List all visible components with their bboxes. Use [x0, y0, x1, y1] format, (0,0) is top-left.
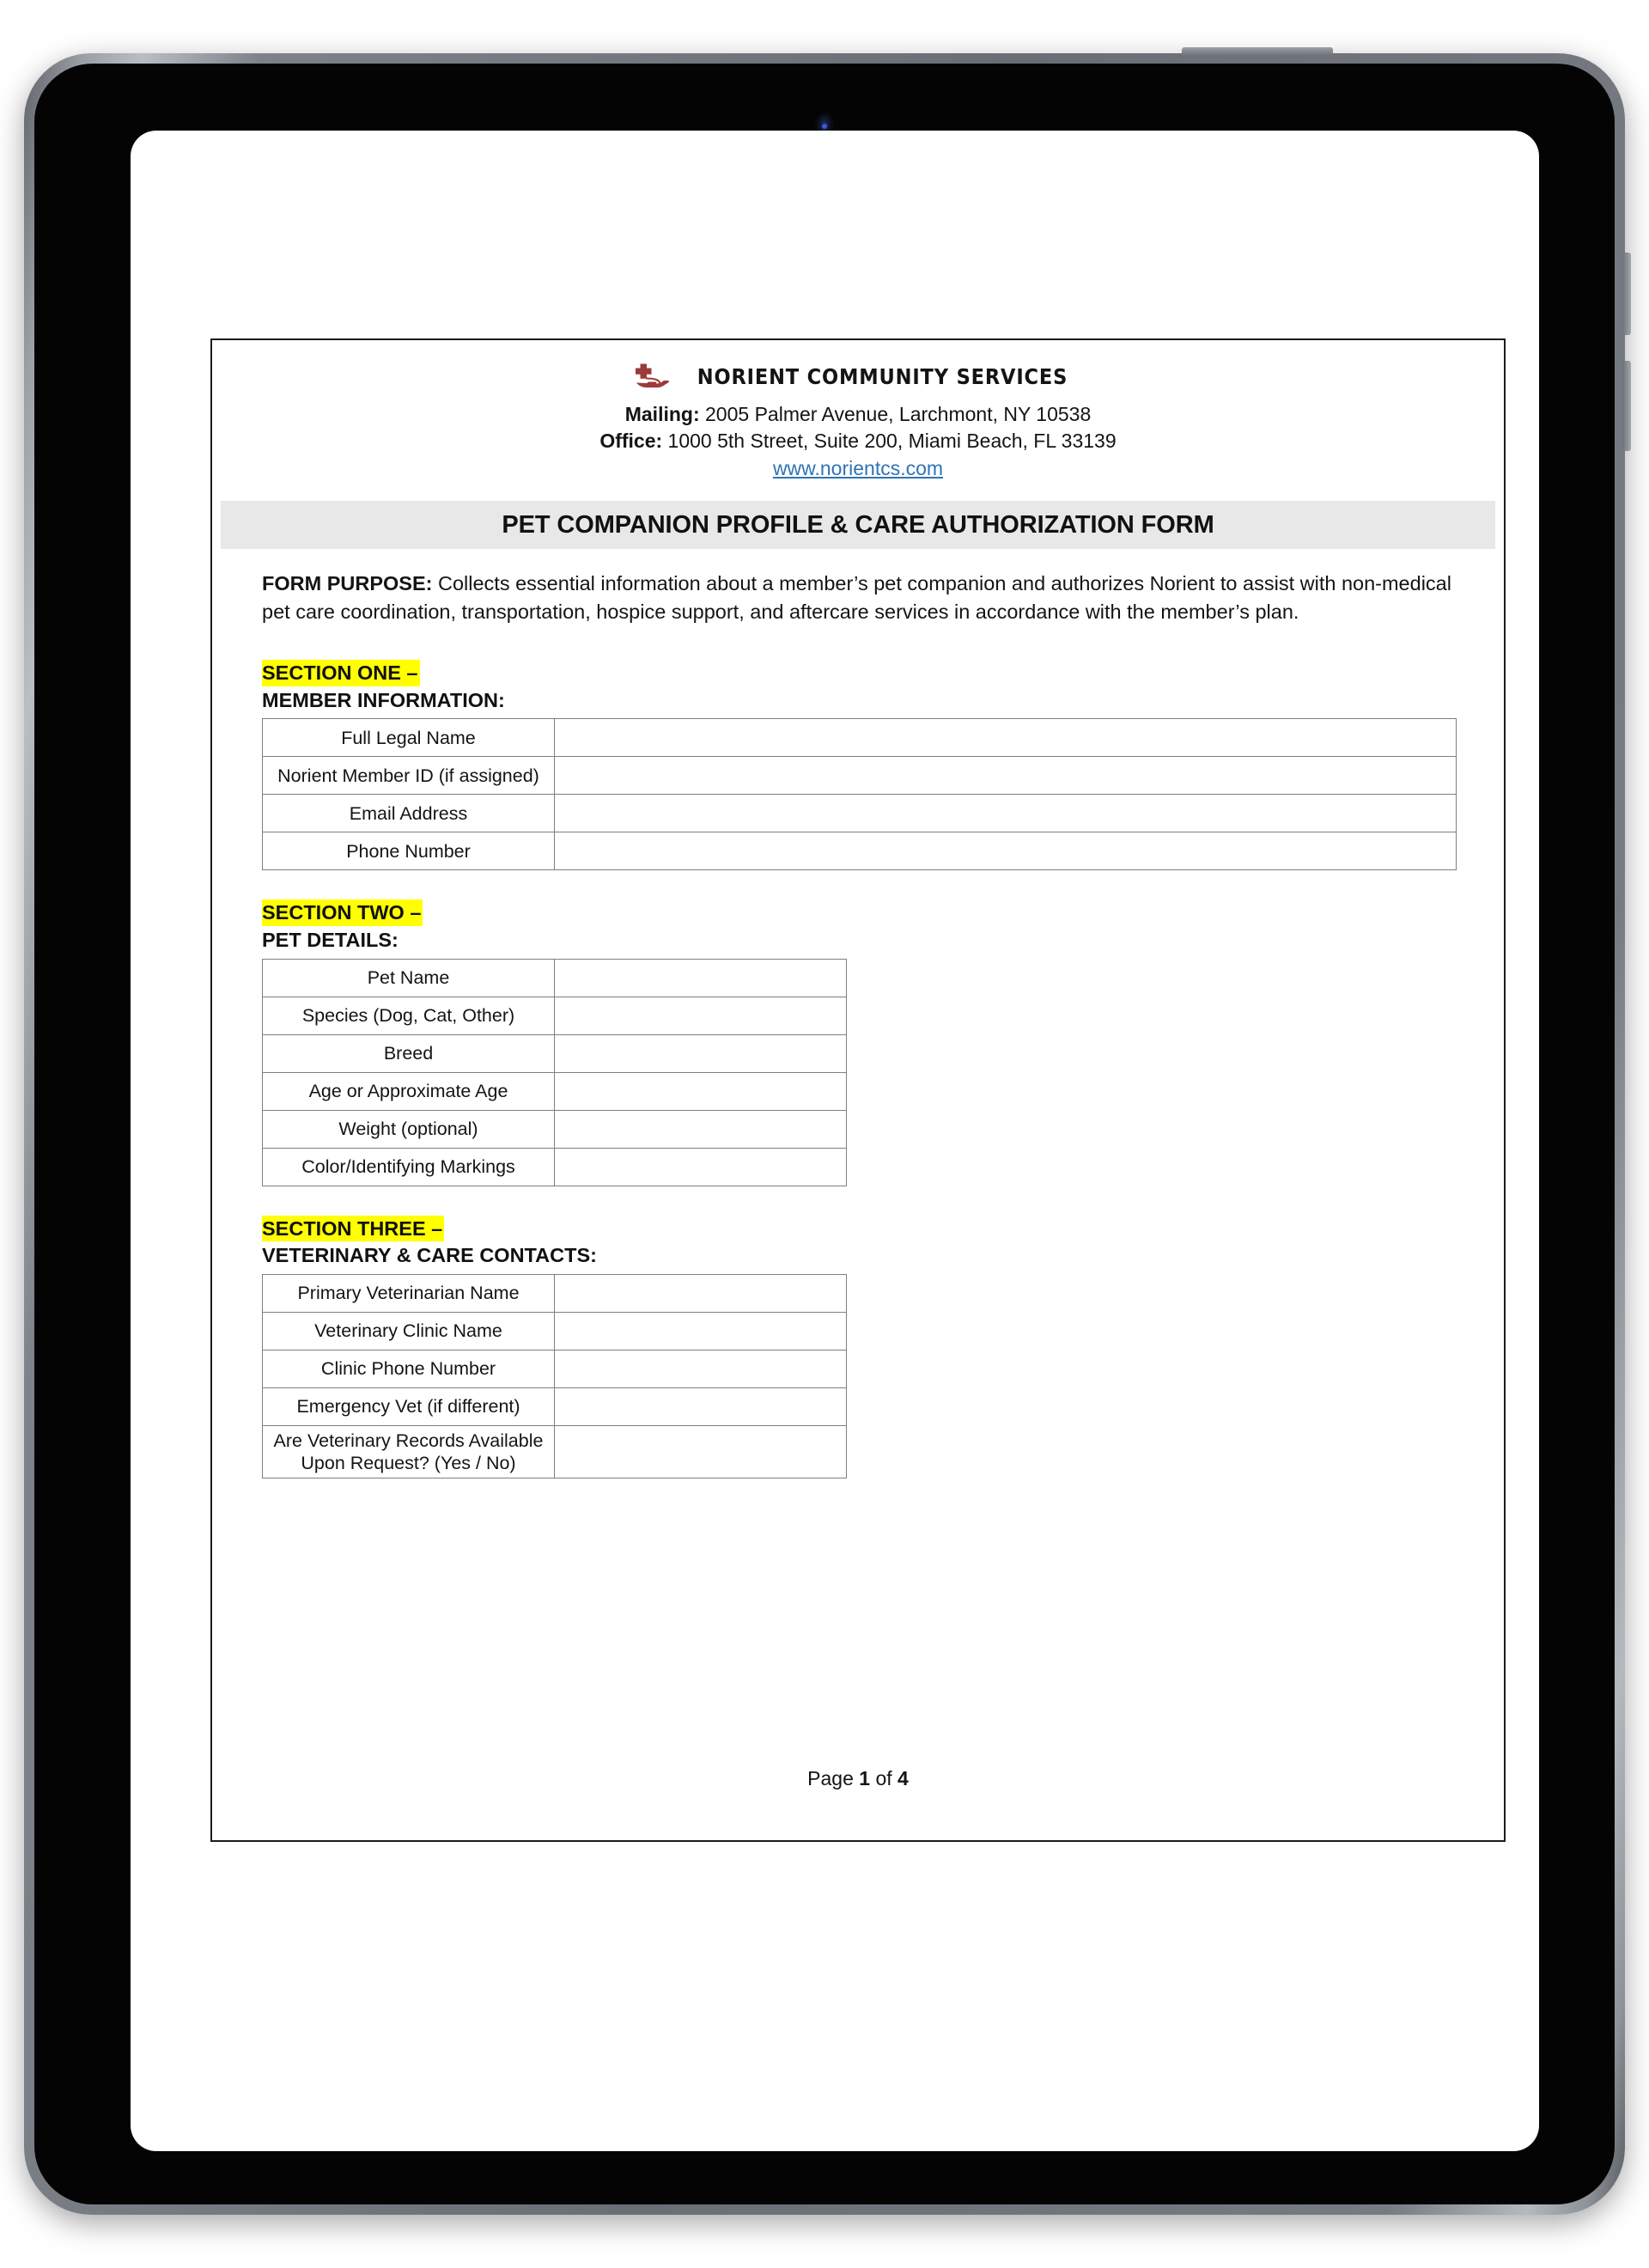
table-row [263, 1110, 847, 1148]
field-label: Pet Name [263, 959, 555, 997]
section-veterinary-contacts [262, 1216, 1454, 1479]
section-three-subtitle: VETERINARY & CARE CONTACTS: [262, 1244, 597, 1267]
field-label: Full Legal Name [263, 719, 555, 757]
section-one-subtitle: MEMBER INFORMATION: [262, 688, 505, 711]
tablet-screen-bezel [34, 64, 1615, 2204]
field-label: Age or Approximate Age [263, 1072, 555, 1110]
table-row [263, 1072, 847, 1110]
field-input-color-markings[interactable] [555, 1148, 847, 1186]
field-label: Species (Dog, Cat, Other) [263, 997, 555, 1034]
document-viewer-screen[interactable] [131, 131, 1539, 2151]
field-label: Color/Identifying Markings [263, 1148, 555, 1186]
letterhead [262, 363, 1454, 482]
power-button[interactable] [1182, 47, 1333, 56]
form-title-banner [221, 501, 1495, 549]
table-row [263, 1350, 847, 1387]
field-input-member-id[interactable] [555, 757, 1457, 795]
field-input-primary-vet-name[interactable] [555, 1274, 847, 1312]
field-input-species[interactable] [555, 997, 847, 1034]
page-footer-middle: of [870, 1767, 898, 1789]
page-footer [212, 1767, 1504, 1790]
page-footer-total: 4 [898, 1767, 909, 1789]
table-row [263, 959, 847, 997]
table-veterinary-contacts [262, 1274, 847, 1478]
volume-up-button[interactable] [1622, 253, 1631, 335]
brand-name: NORIENT COMMUNITY SERVICES [697, 363, 1068, 389]
document-page [210, 338, 1506, 1842]
form-purpose-paragraph [262, 570, 1454, 625]
field-input-full-legal-name[interactable] [555, 719, 1457, 757]
section-two-subtitle: PET DETAILS: [262, 929, 399, 952]
table-row [263, 1425, 847, 1478]
form-purpose-label: FORM PURPOSE: [262, 572, 433, 595]
hand-holding-medical-cross-icon [633, 363, 669, 390]
field-label: Phone Number [263, 832, 555, 870]
field-label: Breed [263, 1034, 555, 1072]
field-input-clinic-name[interactable] [555, 1312, 847, 1350]
section-member-information [262, 660, 1454, 870]
table-row [263, 719, 1457, 757]
tablet-device-frame [24, 53, 1625, 2215]
field-input-clinic-phone[interactable] [555, 1350, 847, 1387]
field-input-pet-name[interactable] [555, 959, 847, 997]
field-input-email-address[interactable] [555, 795, 1457, 832]
section-two-tag: SECTION TWO – [262, 899, 423, 926]
mailing-address-line [262, 401, 1454, 428]
field-input-age[interactable] [555, 1072, 847, 1110]
field-label: Emergency Vet (if different) [263, 1387, 555, 1425]
office-address-value: 1000 5th Street, Suite 200, Miami Beach, FL 33139 [662, 429, 1117, 452]
mailing-label: Mailing: [624, 403, 700, 425]
field-label: Are Veterinary Records Available Upon Request? (Yes / No) [263, 1425, 555, 1478]
office-label: Office: [599, 429, 663, 452]
table-pet-details [262, 959, 847, 1186]
table-row [263, 1387, 847, 1425]
table-row [263, 795, 1457, 832]
volume-down-button[interactable] [1622, 361, 1631, 451]
page-footer-prefix: Page [807, 1767, 860, 1789]
mailing-address-value: 2005 Palmer Avenue, Larchmont, NY 10538 [699, 403, 1092, 425]
form-purpose-text: Collects essential information about a member’s pet companion and authorizes Norient to assist with non-medical pet care coordination, transportation, hospice support, and aftercare services in accordance with the member’s plan. [262, 572, 1451, 623]
field-label: Norient Member ID (if assigned) [263, 757, 555, 795]
field-label: Email Address [263, 795, 555, 832]
table-row [263, 997, 847, 1034]
table-row [263, 1312, 847, 1350]
field-label: Primary Veterinarian Name [263, 1274, 555, 1312]
field-input-breed[interactable] [555, 1034, 847, 1072]
table-row [263, 1148, 847, 1186]
field-input-phone-number[interactable] [555, 832, 1457, 870]
table-row [263, 1034, 847, 1072]
field-label: Veterinary Clinic Name [263, 1312, 555, 1350]
table-row [263, 757, 1457, 795]
section-three-tag: SECTION THREE – [262, 1216, 444, 1242]
field-input-emergency-vet[interactable] [555, 1387, 847, 1425]
table-member-information [262, 718, 1457, 870]
field-label: Weight (optional) [263, 1110, 555, 1148]
field-label: Clinic Phone Number [263, 1350, 555, 1387]
brand-row [262, 363, 1454, 390]
page-footer-current: 1 [859, 1767, 871, 1789]
website-link[interactable]: www.norientcs.com [772, 457, 944, 480]
table-row [263, 832, 1457, 870]
office-address-line [262, 428, 1454, 454]
field-input-weight[interactable] [555, 1110, 847, 1148]
section-one-tag: SECTION ONE – [262, 660, 420, 686]
section-pet-details [262, 899, 1454, 1186]
field-input-records-available[interactable] [555, 1425, 847, 1478]
table-row [263, 1274, 847, 1312]
page-title: PET COMPANION PROFILE & CARE AUTHORIZATION FORM [502, 510, 1214, 539]
